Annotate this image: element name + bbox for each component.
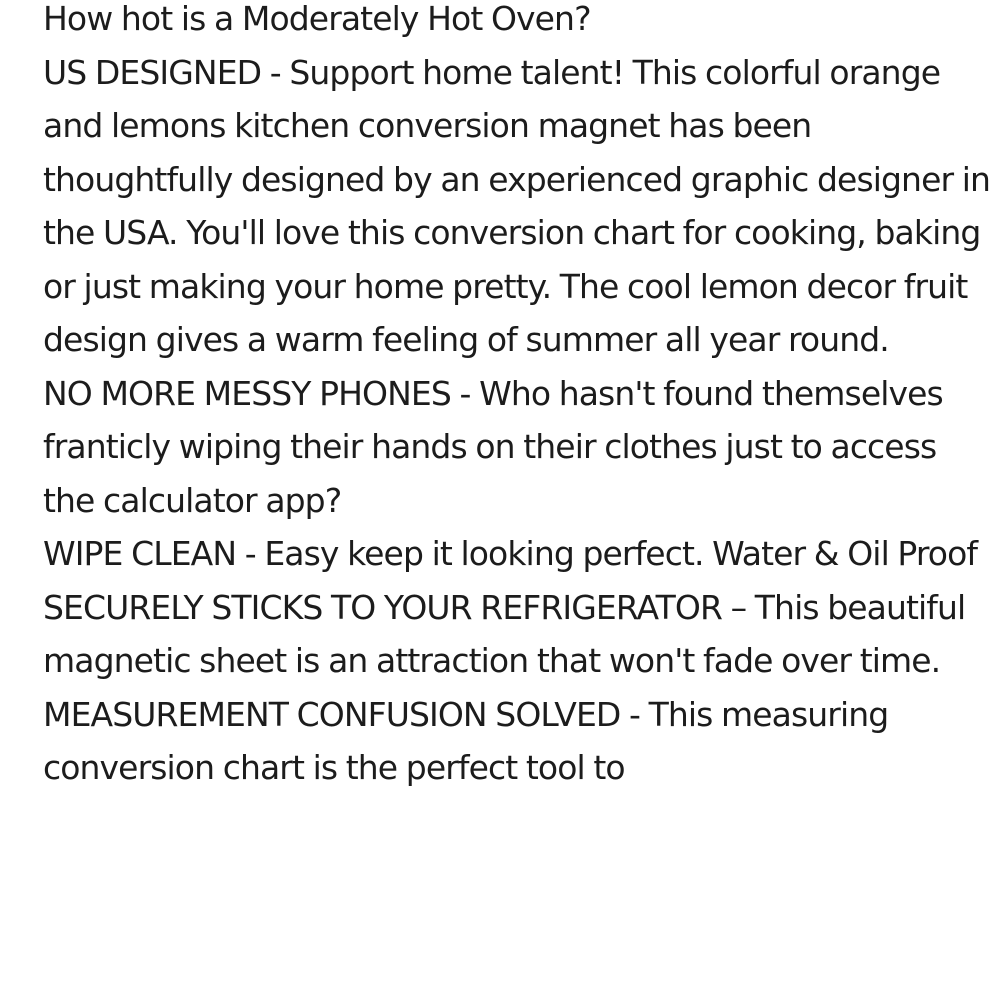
feature-wipe-clean: WIPE CLEAN - Easy keep it looking perfect. Water & Oil Proof bbox=[43, 534, 978, 573]
description-question: How hot is a Moderately Hot Oven? bbox=[43, 0, 591, 38]
feature-us-designed: US DESIGNED - Support home talent! This colorful orange and lemons kitchen conversion magnet has been thoughtfully designed by an experienced graphic designer in the USA. You'll love this conversion chart for cooking, baking or just making your home pretty. The cool lemon decor fruit design gives a warm feeling of summer all year round. bbox=[43, 52, 991, 359]
feature-measurement-confusion-solved: MEASUREMENT CONFUSION SOLVED - This measuring conversion chart is the perfect tool to bbox=[43, 694, 889, 787]
product-description-text bbox=[43, 0, 993, 795]
feature-sticks-to-refrigerator: SECURELY STICKS TO YOUR REFRIGERATOR – This beautiful magnetic sheet is an attraction that won't fade over time. bbox=[43, 587, 966, 680]
feature-no-messy-phones: NO MORE MESSY PHONES - Who hasn't found themselves franticly wiping their hands on their clothes just to access the calculator app? bbox=[43, 373, 943, 520]
